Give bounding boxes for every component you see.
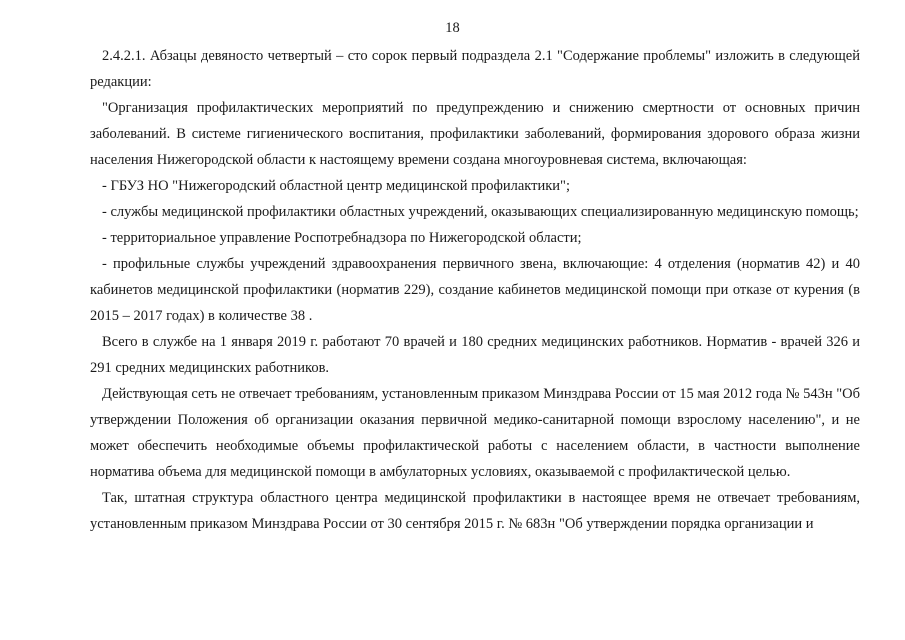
paragraph-network-requirements: Действующая сеть не отвечает требованиям, установленным приказом Минздрава России от 15 мая 2012 года № 543н "Об утверждении Положения об организации оказания первичной медико-санитарной помощи взрослому населению", и не может обеспечить необходимые объемы профилактической работы с населением области, в частности выполнение норматива объема для медицинской помощи в амбулаторных условиях, оказываемой с профилактической целью. (90, 386, 860, 480)
document-body (90, 43, 860, 537)
list-item-primary-care-services: - профильные службы учреждений здравоохранения первичного звена, включающие: 4 отделения (норматив 42) и 40 кабинетов медицинской профилактики (норматив 229), создание кабинетов медицинской помощи при отказе от курения (в 2015 – 2017 годах) в количестве 38 . (90, 256, 860, 324)
paragraph-staff-count: Всего в службе на 1 января 2019 г. работают 70 врачей и 180 средних медицинских работников. Норматив - врачей 326 и 291 средних медицинских работников. (90, 334, 860, 376)
paragraph-staffing-structure: Так, штатная структура областного центра медицинской профилактики в настоящее время не отвечает требованиям, установленным приказом Минздрава России от 30 сентября 2015 г. № 683н "Об утверждении порядка организации и (90, 490, 860, 532)
page-number: 18 (445, 20, 460, 36)
list-item-gbuz: - ГБУЗ НО "Нижегородский областной центр медицинской профилактики"; (102, 178, 570, 194)
paragraph-prevention-organization: "Организация профилактических мероприятий по предупреждению и снижению смертности от основных причин заболеваний. В системе гигиенического воспитания, профилактики заболеваний, формирования здорового образа жизни населения Нижегородской области к настоящему времени создана многоуровневая система, включающая: (90, 100, 860, 168)
list-item-prevention-services: - службы медицинской профилактики областных учреждений, оказывающих специализированную медицинскую помощь; (102, 204, 859, 220)
paragraph-amendment-intro: 2.4.2.1. Абзацы девяносто четвертый – сто сорок первый подраздела 2.1 "Содержание проблемы" изложить в следующей редакции: (90, 48, 860, 90)
list-item-rospotrebnadzor: - территориальное управление Роспотребнадзора по Нижегородской области; (102, 230, 582, 246)
